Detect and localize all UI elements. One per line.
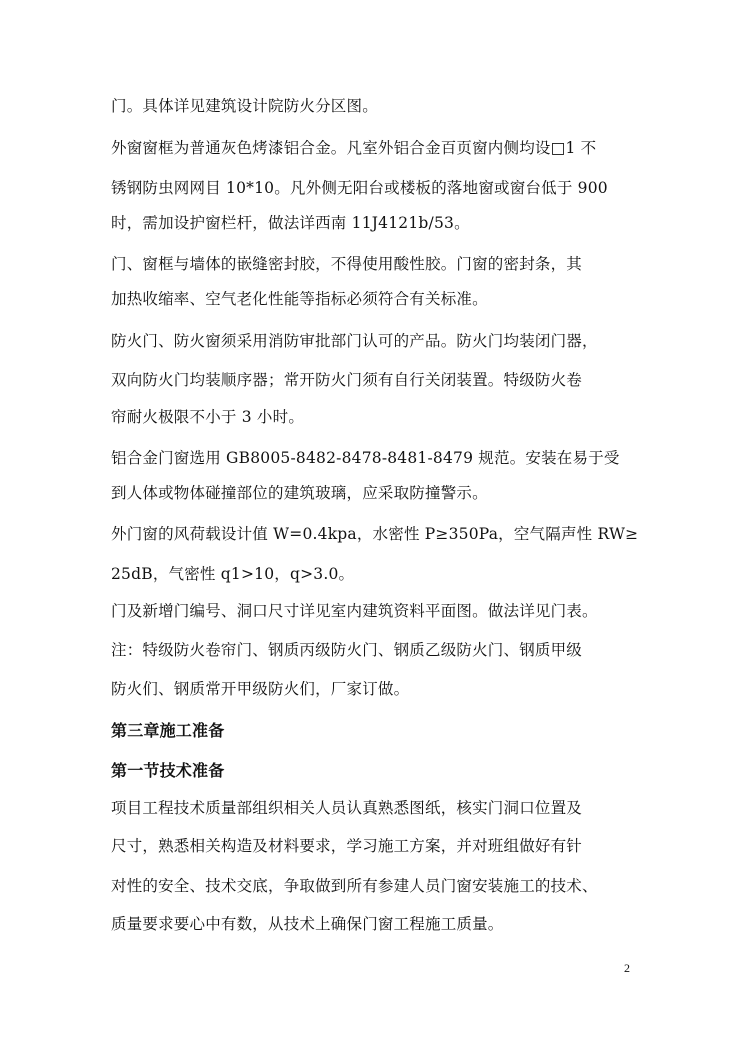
section-body-line: 尺寸，熟悉相关构造及材料要求，学习施工方案，并对班组做好有针 <box>111 837 583 855</box>
section-body-line: 对性的安全、技术交底，争取做到所有参建人员门窗安装施工的技术、 <box>111 877 598 895</box>
body-line: 门、窗框与墙体的嵌缝密封胶，不得使用酸性胶。门窗的密封条，其 <box>111 255 583 273</box>
section-body-line: 质量要求要心中有数，从技术上确保门窗工程施工质量。 <box>111 915 504 933</box>
page-number: 2 <box>624 961 630 975</box>
body-line: 外窗窗框为普通灰色烤漆铝合金。凡室外铝合金百页窗内侧均设□1 不 <box>111 139 597 157</box>
body-line: 防火门、防火窗须采用消防审批部门认可的产品。防火门均装闭门器， <box>111 332 598 350</box>
body-line: 外门窗的风荷载设计值 W=0.4kpa，水密性 P≥350Pa，空气隔声性 RW≥ <box>111 525 639 543</box>
body-line: 到人体或物体碰撞部位的建筑玻璃，应采取防撞警示。 <box>111 484 488 502</box>
chapter-heading: 第三章施工准备 <box>111 721 225 740</box>
body-line: 防火们、钢质常开甲级防火们，厂家订做。 <box>111 680 410 698</box>
body-line: 帘耐火极限不小于 3 小时。 <box>111 408 305 426</box>
body-line: 门及新增门编号、洞口尺寸详见室内建筑资料平面图。做法详见门表。 <box>111 602 598 620</box>
body-line: 锈钢防虫网网目 10*10。凡外侧无阳台或楼板的落地窗或窗台低于 900 <box>111 179 608 197</box>
section-heading: 第一节技术准备 <box>111 761 225 780</box>
body-line: 注：特级防火卷帘门、钢质丙级防火门、钢质乙级防火门、钢质甲级 <box>111 641 583 659</box>
body-line: 加热收缩率、空气老化性能等指标必须符合有关标准。 <box>111 290 488 308</box>
body-line: 双向防火门均装顺序器；常开防火门须有自行关闭装置。特级防火卷 <box>111 371 583 389</box>
body-line: 门。具体详见建筑设计院防火分区图。 <box>111 97 378 115</box>
body-line: 25dB，气密性 q1>10，q>3.0。 <box>111 565 355 583</box>
section-body-line: 项目工程技术质量部组织相关人员认真熟悉图纸，核实门洞口位置及 <box>111 799 583 817</box>
body-line: 铝合金门窗选用 GB8005-8482-8478-8481-8479 规范。安装在易于受 <box>111 449 620 467</box>
body-line: 时，需加设护窗栏杆，做法详西南 11J4121b/53。 <box>111 214 470 232</box>
